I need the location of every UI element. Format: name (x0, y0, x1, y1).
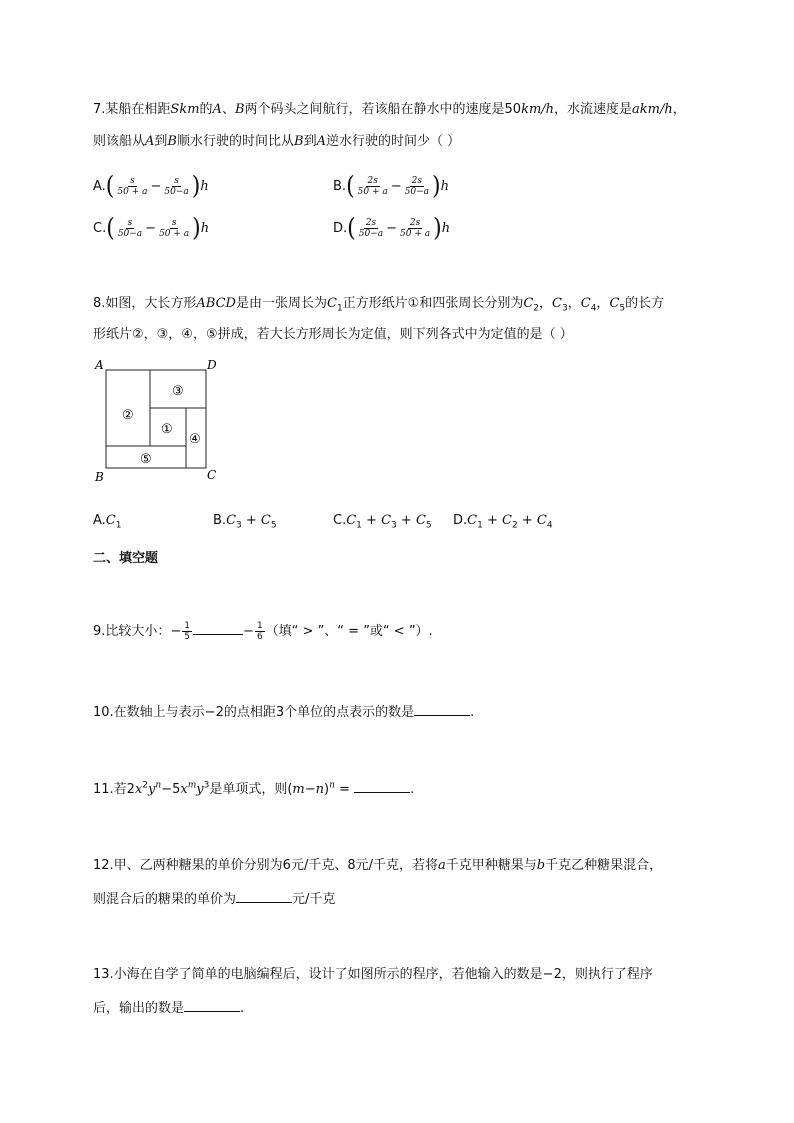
numerator: s (127, 218, 133, 228)
fraction (182, 621, 192, 642)
q8-var-c: C (552, 296, 562, 311)
q7-option-a[interactable] (93, 171, 209, 201)
q8-option-d[interactable] (453, 512, 553, 530)
q12-text: 元/千克 (292, 892, 336, 907)
piece-1-label: ① (161, 422, 173, 437)
subscript: 4 (590, 303, 597, 314)
close-paren: ) (433, 213, 442, 243)
option-label: B. (213, 513, 227, 528)
denominator: 50 + a (159, 229, 190, 239)
q7-line2 (93, 133, 460, 151)
denominator: 50 + a (400, 229, 431, 239)
numerator: s (174, 176, 179, 186)
denominator: 50 + a (357, 187, 388, 197)
comma: ， (567, 296, 581, 311)
exponent: n (155, 780, 162, 791)
fraction (403, 176, 431, 197)
comma: ， (539, 296, 553, 311)
outer-rectangle (106, 370, 206, 468)
q7-text: 的 (199, 102, 213, 117)
var-x: x (134, 782, 143, 797)
q8-var-c: C (523, 296, 534, 311)
open-paren: ( (106, 213, 115, 243)
q8-var-c: C (580, 296, 591, 311)
q7-text: 顺水行驶的时间比从 (176, 134, 294, 149)
q8-text: 的长方 (625, 296, 665, 311)
denominator: 50−a (164, 187, 189, 197)
q7-text: 7.某船在相距 (93, 102, 171, 117)
unit: h (440, 179, 449, 194)
piece-4-label: ④ (189, 432, 201, 447)
q7-option-c[interactable] (93, 213, 210, 243)
q7-text: 到 (154, 134, 168, 149)
q12-line2 (93, 889, 335, 909)
fraction (255, 621, 265, 642)
fraction (356, 176, 390, 197)
period: . (410, 782, 415, 797)
q13-text: 13.小海在自学了简单的电脑编程后，设计了如图所示的程序，若他输入的数是−2，则执行了程序 (93, 967, 653, 982)
q8-option-c[interactable] (333, 512, 432, 530)
open-paren: ( (347, 213, 356, 243)
answer-blank[interactable] (184, 998, 240, 1012)
numerator: 1 (256, 621, 263, 631)
subscript: 3 (561, 303, 568, 314)
denominator: 5 (184, 632, 191, 642)
numerator: s (130, 176, 135, 186)
exponent: n (329, 780, 335, 791)
section-title: 二、填空题 (93, 551, 159, 566)
open-paren: ( (346, 171, 355, 201)
q13-line1 (93, 966, 653, 984)
q12-text: 千克乙种糖果混合， (545, 858, 663, 873)
denominator: 50−a (358, 229, 384, 239)
numerator: 2s (367, 176, 378, 186)
plus-sign: + (517, 513, 537, 528)
close-paren: ) (191, 171, 201, 201)
subscript: 5 (619, 303, 626, 314)
var-c: C (415, 513, 426, 528)
close-paren: ) (192, 213, 201, 243)
q8-option-b[interactable] (213, 512, 277, 530)
answer-blank[interactable] (354, 779, 410, 793)
q8-rect-name: ABCD (196, 296, 236, 311)
subscript: 2 (533, 303, 540, 314)
subscript: 5 (270, 520, 277, 531)
q9-line (93, 621, 433, 642)
denominator: 50 + a (117, 187, 148, 197)
q7-option-b[interactable] (333, 171, 449, 201)
q8-text: 形纸片②，③，④，⑤拼成，若大长方形周长为定值，则下列各式中为定值的是（ ） (93, 327, 573, 342)
q13-line2 (93, 998, 244, 1018)
var-x: x (180, 782, 188, 797)
q8-text: 正方形纸片①和四张周长分别为 (342, 296, 524, 311)
subscript: 3 (236, 520, 242, 531)
answer-blank[interactable] (414, 702, 470, 716)
exponent: 3 (203, 780, 210, 791)
q8-text: 是由一张周长为 (235, 296, 327, 311)
q7-var-s: S (170, 102, 180, 117)
q8-line1 (93, 295, 664, 313)
vertex-c: C (207, 468, 217, 482)
vertex-a: A (95, 358, 104, 372)
numerator: s (171, 218, 177, 228)
var-n: n (315, 782, 325, 797)
minus-sign: − (386, 221, 398, 236)
subscript: 2 (511, 520, 518, 531)
var-m: m (292, 782, 305, 797)
q8-option-a[interactable] (93, 512, 121, 530)
minus-sign: − (145, 221, 157, 236)
var-y: y (196, 782, 204, 797)
q7-current-speed: akm/h (632, 102, 673, 117)
denominator: 50−a (404, 187, 430, 197)
var-c: C (260, 513, 271, 528)
q9-text: （填“ > ”、“ = ”或“ < ”）. (265, 624, 433, 639)
q7-text: 、 (221, 102, 235, 117)
q7-var-B: B (234, 102, 245, 117)
minus-sign: − (150, 179, 162, 194)
q7-var-A: A (212, 102, 222, 117)
fraction (162, 176, 190, 197)
fraction (157, 218, 191, 239)
q7-text: 两个码头之间航行，若该船在静水中的速度是50 (244, 102, 522, 117)
q7-var-B: B (294, 134, 304, 149)
q8-var-c: C (609, 296, 620, 311)
option-label: D. (333, 221, 348, 236)
q7-unit-km: km (179, 102, 200, 117)
answer-blank[interactable] (193, 621, 243, 635)
plus-sign: + (396, 513, 416, 528)
option-label: D. (453, 513, 468, 528)
q7-text: ， (672, 102, 686, 117)
minus-sign: − (390, 179, 402, 194)
q7-text: 逆水行驶的时间少（ ） (325, 134, 461, 149)
q7-line1 (93, 101, 686, 119)
var-c: C (467, 513, 478, 528)
var-c: C (105, 513, 116, 528)
numerator: 2s (411, 176, 423, 186)
q12-text: 12.甲、乙两种糖果的单价分别为6元/千克、8元/千克，若将 (93, 858, 438, 873)
subscript: 4 (546, 520, 553, 531)
unit: h (200, 221, 210, 236)
q7-var-A: A (316, 134, 326, 149)
open-paren: ( (105, 171, 115, 201)
var-c: C (226, 513, 237, 528)
equals-sign: = (334, 782, 355, 797)
q7-var-B: B (167, 134, 177, 149)
var-y: y (148, 782, 156, 797)
var-c: C (502, 513, 512, 528)
plus-sign: + (241, 513, 261, 528)
q11-text: 11.若2 (93, 782, 135, 797)
vertex-d: D (207, 358, 217, 372)
q7-text: 到 (303, 134, 317, 149)
q7-text: 则该船从 (93, 134, 146, 149)
period: . (240, 1001, 245, 1016)
piece-2-label: ② (122, 408, 134, 423)
unit: h (200, 179, 209, 194)
subscript: 3 (391, 520, 397, 531)
fraction (398, 218, 432, 239)
vertex-b: B (95, 470, 104, 484)
var-b: b (536, 858, 546, 873)
q12-text: 则混合后的糖果的单价为 (93, 892, 237, 907)
q13-text: 后，输出的数是 (93, 1001, 185, 1016)
piece-5-label: ⑤ (140, 452, 152, 467)
plus-sign: + (482, 513, 503, 528)
denominator: 6 (256, 632, 263, 642)
numerator: 2s (365, 218, 377, 228)
q11-text: −5 (161, 782, 181, 797)
option-label: B. (333, 179, 347, 194)
q12-line1 (93, 857, 662, 875)
q10-line (93, 702, 474, 722)
var-a: a (437, 858, 446, 873)
denominator: 50−a (117, 229, 143, 239)
q7-text: ，水流速度是 (554, 102, 633, 117)
q12-text: 千克甲种糖果与 (445, 858, 537, 873)
exponent: 2 (142, 780, 149, 791)
var-c: C (346, 513, 357, 528)
subscript: 1 (356, 520, 362, 531)
fraction (357, 218, 385, 239)
minus-sign: − (304, 782, 316, 797)
option-label: A. (93, 179, 106, 194)
q11-text: 是单项式，则( (209, 782, 293, 797)
var-c: C (536, 513, 547, 528)
option-label: A. (93, 513, 106, 528)
answer-blank[interactable] (236, 889, 292, 903)
fraction (116, 218, 144, 239)
subscript: 1 (477, 520, 483, 531)
subscript: 1 (115, 520, 122, 531)
option-label: C. (93, 221, 107, 236)
close-paren: ) (432, 171, 441, 201)
q9-text: 9.比较大小：− (93, 624, 182, 639)
fraction (115, 176, 149, 197)
q8-rectangle-figure (88, 355, 228, 487)
plus-sign: + (361, 513, 382, 528)
var-c: C (381, 513, 392, 528)
q11-line (93, 779, 414, 799)
q7-unit-speed: km/h (521, 102, 555, 117)
numerator: 1 (184, 621, 191, 631)
comma: ， (596, 296, 610, 311)
period: . (470, 705, 475, 720)
exponent: m (187, 780, 197, 791)
close-paren: ) (324, 782, 330, 797)
subscript: 1 (336, 303, 343, 314)
unit: h (441, 221, 451, 236)
piece-3-label: ③ (172, 384, 184, 399)
q8-var-c: C (326, 296, 337, 311)
option-label: C. (333, 513, 347, 528)
q7-var-A: A (145, 134, 155, 149)
minus-sign: − (243, 624, 254, 639)
q8-text: 8.如图，大长方形 (93, 296, 197, 311)
q7-option-d[interactable] (333, 213, 451, 243)
numerator: 2s (409, 218, 421, 228)
q8-line2 (93, 326, 573, 344)
subscript: 5 (425, 520, 432, 531)
q10-text: 10.在数轴上与表示−2的点相距3个单位的点表示的数是 (93, 705, 415, 720)
